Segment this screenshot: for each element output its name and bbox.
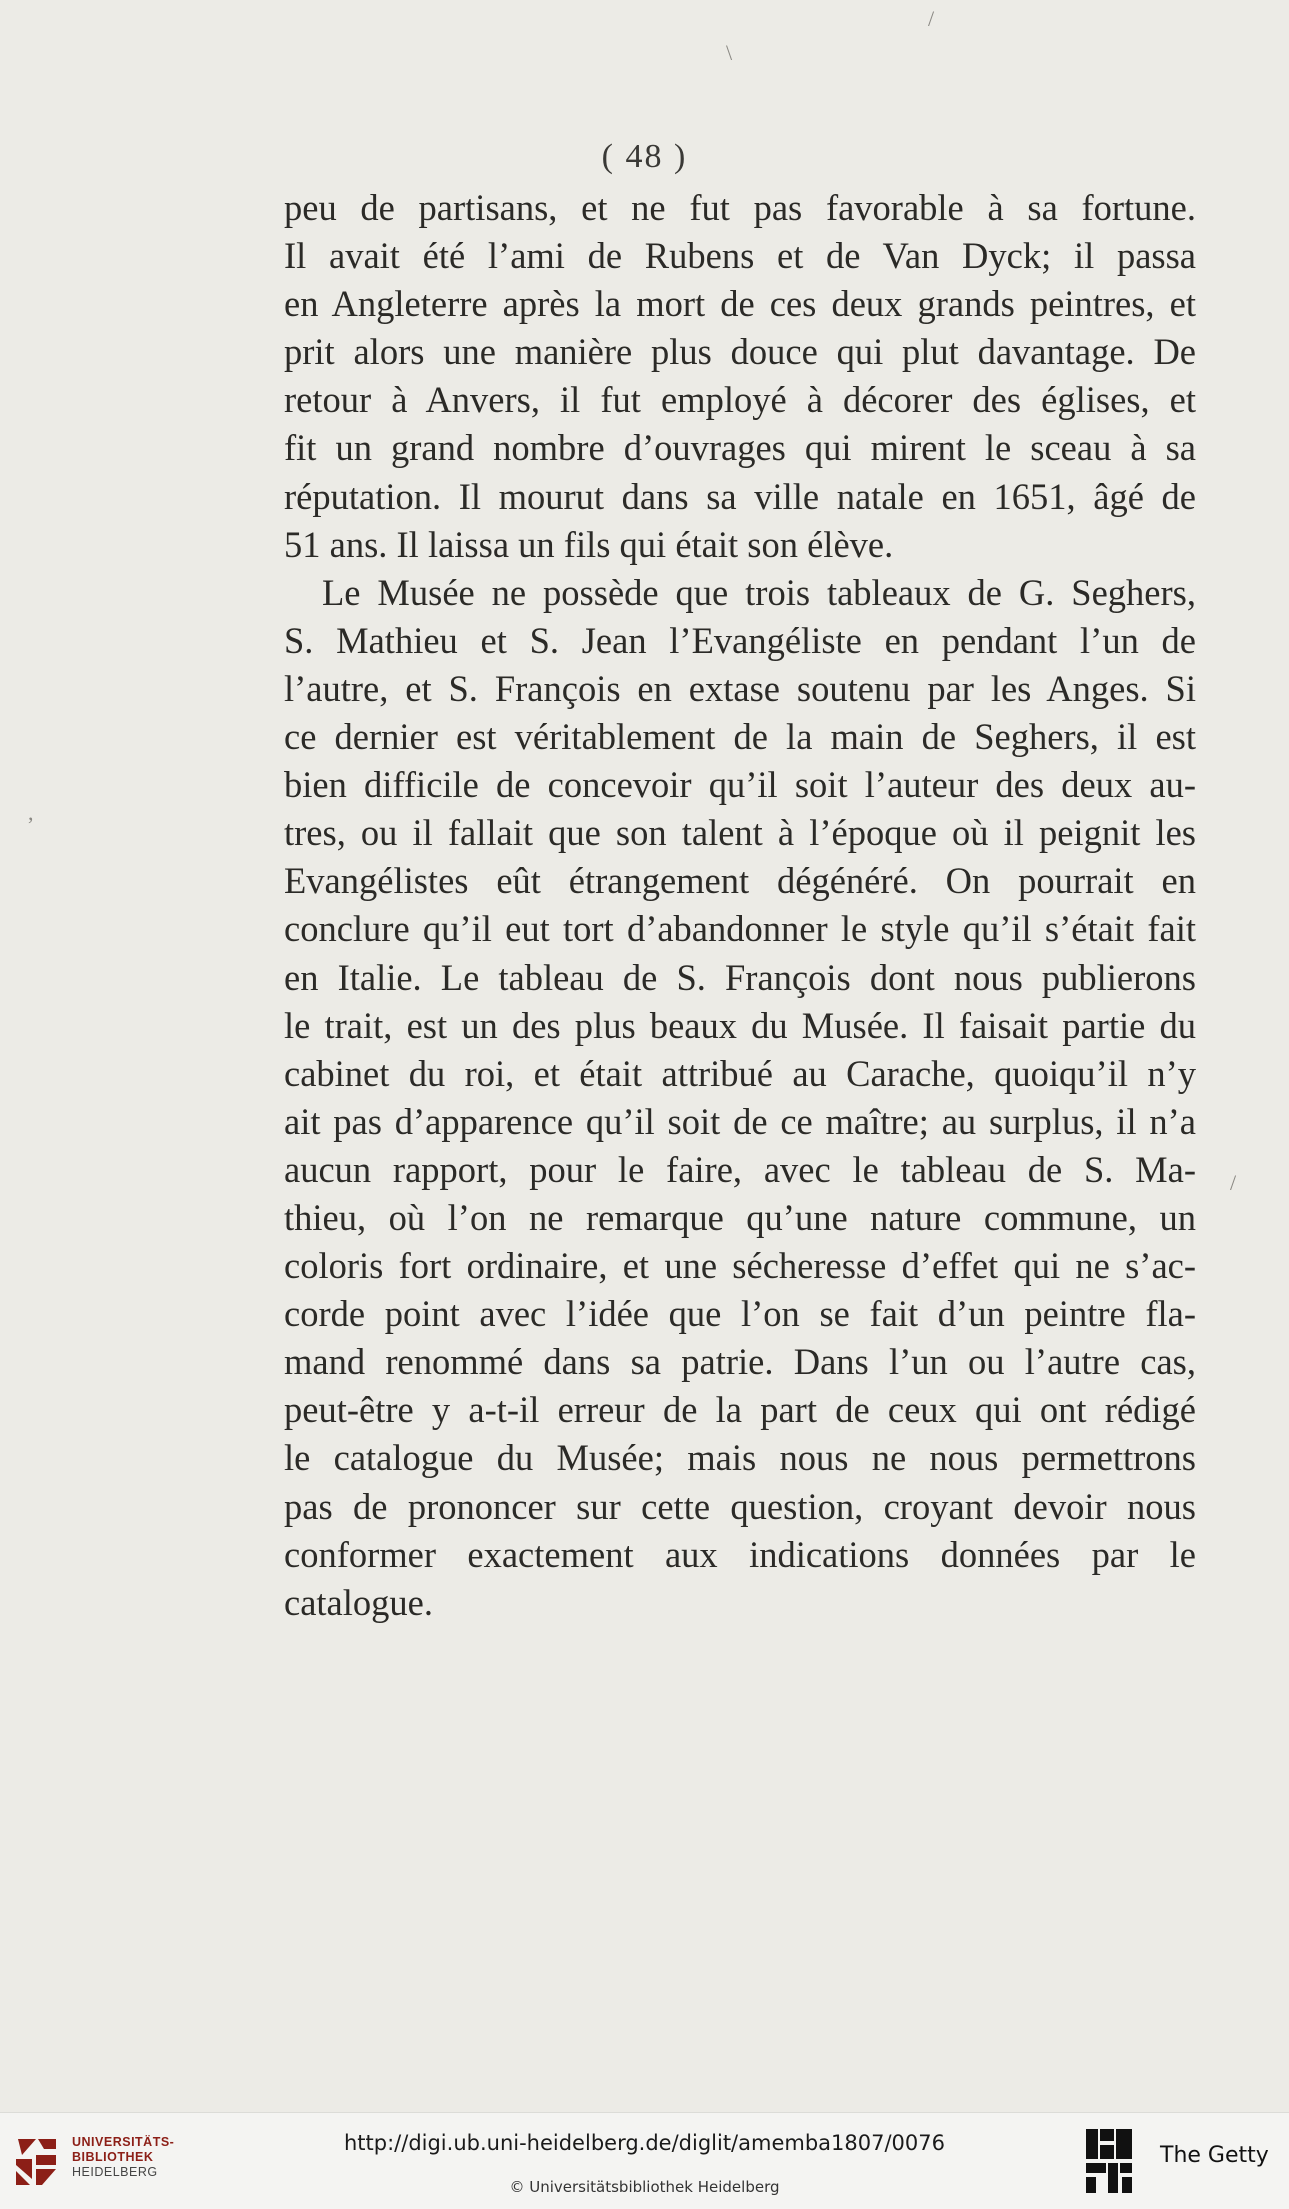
text-line: coloris fort ordinaire, et une sécheresse d’effet qui ne s’ac-	[284, 1245, 1196, 1287]
text-line: bien difficile de concevoir qu’il soit l’auteur des deux au-	[284, 764, 1196, 806]
text-line: ait pas d’apparence qu’il soit de ce maître; au surplus, il n’a	[284, 1100, 1196, 1142]
footer-bar	[0, 2112, 1289, 2209]
text-line: réputation. Il mourut dans sa ville natale en 1651, âgé de	[284, 475, 1196, 517]
text-line: le catalogue du Musée; mais nous ne nous permettrons	[284, 1437, 1196, 1479]
text-line: corde point avec l’idée que l’on se fait d’un peintre fla-	[284, 1293, 1196, 1335]
text-line: Le Musée ne possède que trois tableaux de G. Seghers,	[322, 571, 1196, 613]
institution-line: UNIVERSITÄTS-	[72, 2135, 175, 2149]
text-line: retour à Anvers, il fut employé à décorer des églises, et	[284, 379, 1196, 421]
text-line: pas de prononcer sur cette question, croyant devoir nous	[284, 1485, 1196, 1527]
text-line: tres, ou il fallait que son talent à l’époque où il peignit les	[284, 812, 1196, 854]
text-line: peut-être y a-t-il erreur de la part de ceux qui ont rédigé	[284, 1389, 1196, 1431]
text-line: en Angleterre après la mort de ces deux grands peintres, et	[284, 283, 1196, 325]
text-line: prit alors une manière plus douce qui plut davantage. De	[284, 331, 1196, 373]
text-line: ce dernier est véritablement de la main de Seghers, il est	[284, 716, 1196, 758]
text-line: conformer exactement aux indications données par le	[284, 1533, 1196, 1575]
text-line: mand renommé dans sa patrie. Dans l’un ou l’autre cas,	[284, 1341, 1196, 1383]
stray-mark: ,	[28, 800, 34, 825]
text-line: 51 ans. Il laissa un fils qui était son élève.	[284, 523, 894, 565]
partner-name: The Getty	[1160, 2143, 1269, 2168]
text-line: peu de partisans, et ne fut pas favorable à sa fortune.	[284, 187, 1196, 228]
text-line: catalogue.	[284, 1581, 433, 1623]
text-line: fit un grand nombre d’ouvrages qui mirent le sceau à sa	[284, 427, 1196, 469]
stray-mark: /	[1230, 1170, 1237, 1195]
stray-mark: \	[726, 40, 733, 65]
permalink[interactable]: http://digi.ub.uni-heidelberg.de/diglit/amemba1807/0076	[343, 2131, 945, 2155]
text-line: en Italie. Le tableau de S. François dont nous publierons	[284, 956, 1196, 998]
copyright-notice: © Universitätsbibliothek Heidelberg	[509, 2178, 780, 2196]
text-line: thieu, où l’on ne remarque qu’une nature commune, un	[284, 1196, 1196, 1238]
stray-mark: /	[928, 6, 935, 31]
getty-logo-icon	[1084, 2127, 1134, 2197]
text-line: cabinet du roi, et était attribué au Carache, quoiqu’il n’y	[284, 1052, 1196, 1094]
institution-line: BIBLIOTHEK	[72, 2150, 154, 2164]
text-line: conclure qu’il eut tort d’abandonner le style qu’il s’était fait	[284, 908, 1196, 950]
institution-line: HEIDELBERG	[72, 2165, 158, 2179]
text-line: aucun rapport, pour le faire, avec le tableau de S. Ma-	[284, 1148, 1196, 1190]
text-line: S. Mathieu et S. Jean l’Evangéliste en pendant l’un de	[284, 619, 1196, 661]
text-line: Evangélistes eût étrangement dégénéré. On pourrait en	[284, 860, 1196, 902]
text-line: l’autre, et S. François en extase soutenu par les Anges. Si	[284, 667, 1196, 709]
page-number: ( 48 )	[601, 138, 688, 175]
text-line: le trait, est un des plus beaux du Musée. Il faisait partie du	[284, 1004, 1196, 1046]
body-text	[284, 184, 1196, 1627]
text-line: Il avait été l’ami de Rubens et de Van Dyck; il passa	[284, 235, 1196, 277]
